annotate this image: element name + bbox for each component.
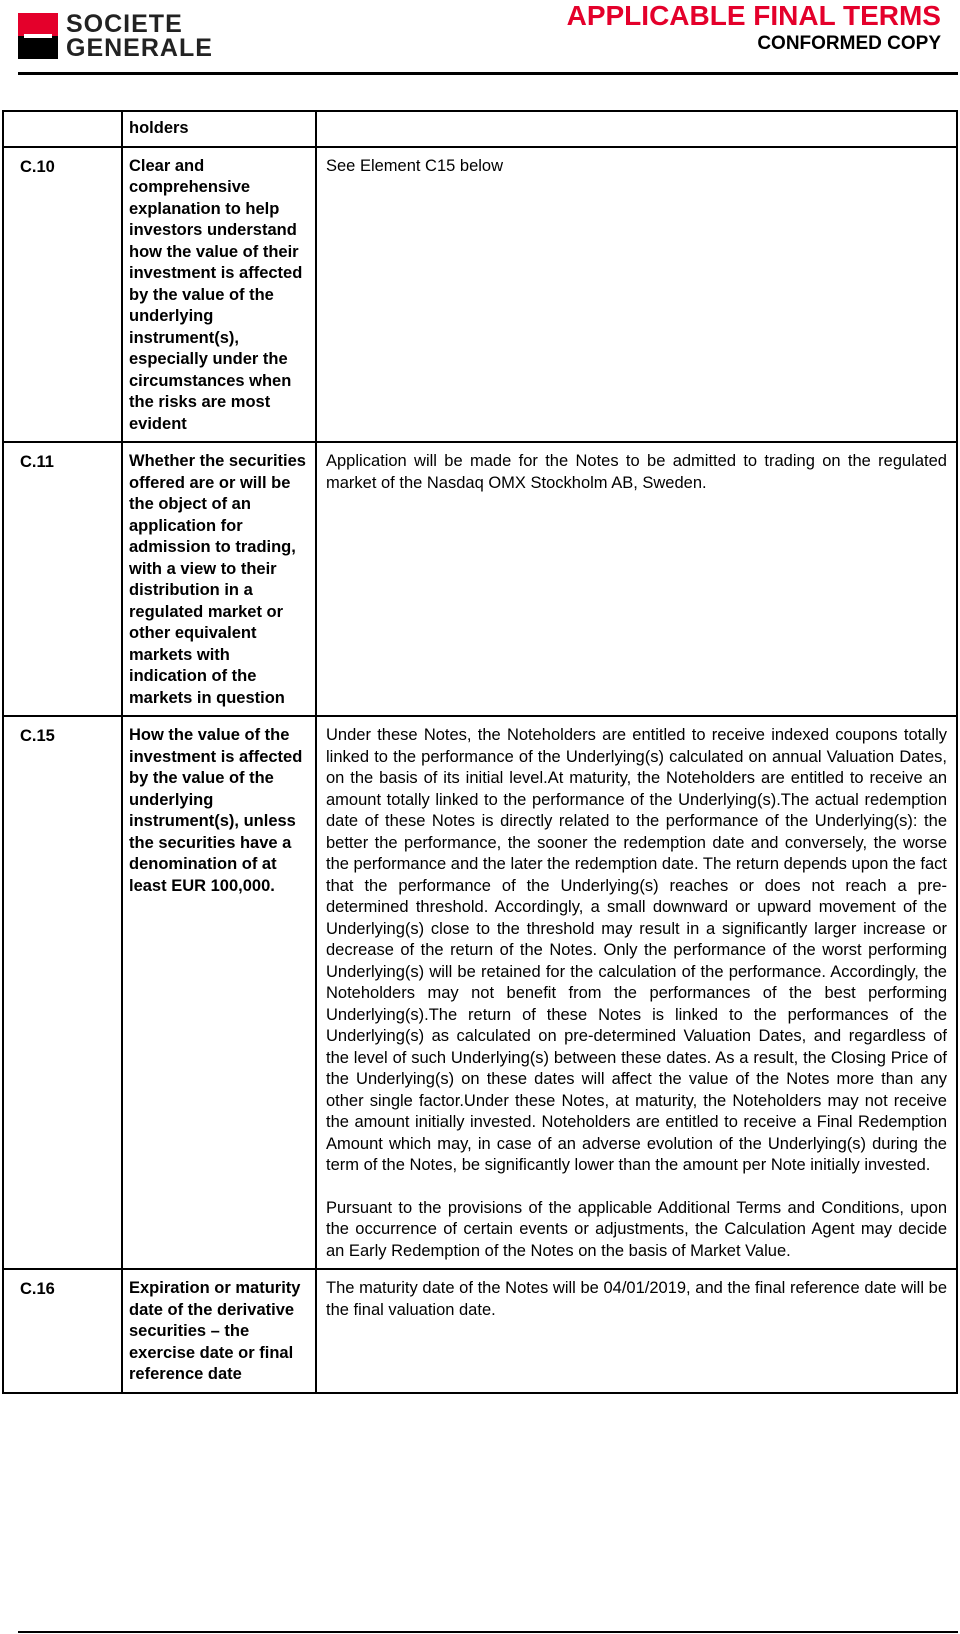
element-code <box>3 111 122 147</box>
document-header <box>567 0 941 55</box>
table-row <box>3 1269 957 1393</box>
table-row <box>3 716 957 1269</box>
table-row <box>3 147 957 443</box>
element-description <box>316 147 957 443</box>
document-title: APPLICABLE FINAL TERMS <box>566 0 941 31</box>
logo-line-2: GENERALE <box>66 34 213 62</box>
societe-generale-logo <box>18 10 248 62</box>
element-description <box>316 1269 957 1393</box>
element-code: C.11 <box>3 442 122 716</box>
table-row <box>3 111 957 147</box>
logo-white-bar <box>24 34 52 38</box>
element-title: Whether the securities offered are or will be the object of an application for admission to trading, with a view to their distribution in a regulated market or other equivalent markets with indication of the markets in question <box>122 442 316 716</box>
footer-divider <box>18 1631 958 1633</box>
logo-red-block <box>18 13 58 36</box>
logo-mark-icon <box>18 13 58 59</box>
description-paragraph: Pursuant to the provisions of the applicable Additional Terms and Conditions, upon the occurrence of certain events or adjustments, the Calculation Agent may decide an Early Redemption of the Notes on the basis of Market Value. <box>326 1198 947 1260</box>
element-code: C.16 <box>3 1269 122 1393</box>
logo-line-1: SOCIETE <box>66 10 183 38</box>
description-paragraph: See Element C15 below <box>326 156 504 175</box>
element-code: C.15 <box>3 716 122 1269</box>
element-title: How the value of the investment is affected by the value of the underlying instrument(s), unless the securities have a denomination of at least EUR 100,000. <box>122 716 316 1269</box>
element-description <box>316 716 957 1269</box>
document-subtitle: CONFORMED COPY <box>757 33 941 54</box>
element-title: Clear and comprehensive explanation to help investors understand how the value of their investment is affected by the value of the underlying instrument(s), especially under the circumstances when the risks are most evident <box>122 147 316 443</box>
summary-elements-table <box>2 110 958 1394</box>
logo-black-block <box>18 36 58 59</box>
element-code: C.10 <box>3 147 122 443</box>
logo-wordmark <box>66 12 213 60</box>
element-title: Expiration or maturity date of the derivative securities – the exercise date or final reference date <box>122 1269 316 1393</box>
description-paragraph: Under these Notes, the Noteholders are entitled to receive indexed coupons totally linked to the performance of the Underlying(s) calculated on annual Valuation Dates, on the basis of its initial level.At maturity, the Noteholders are entitled to receive an amount totally linked to the performance of the Underlying(s).The actual redemption date of these Notes is directly related to the performance of the Underlying(s): the better the performance, the sooner the redemption date and conversely, the worse the performance and the later the redemption date. The return depends upon the fact that the performance of the Underlying(s) reaches or does not reach a pre-determined threshold. Accordingly, a small downward or upward movement of the Underlying(s) close to the threshold may result in a significantly larger increase or decrease of the return of the Notes. Only the performance of the worst performing Underlying(s) will be retained for the calculation of the performance. Accordingly, the Noteholders may not benefit from the performances of the best performing Underlying(s).The return of these Notes is linked to the performances of the Underlying(s) as calculated on pre-determined Valuation Dates, and regardless of the level of such Underlying(s) between these dates. As a result, the Closing Price of the Underlying(s) on these dates will affect the value of the Notes more than any other single factor.Under these Notes, at maturity, the Noteholders may not receive the amount initially invested. Noteholders are entitled to receive a Final Redemption Amount which may, in case of an adverse evolution of the Underlying(s) during the term of the Notes, be significantly lower than the amount per Note initially invested. <box>326 726 947 1174</box>
element-description <box>316 442 957 716</box>
header-divider <box>18 72 958 75</box>
description-paragraph: The maturity date of the Notes will be 04/01/2019, and the final reference date will be the final valuation date. <box>326 1279 947 1319</box>
description-paragraph: Application will be made for the Notes to be admitted to trading on the regulated market of the Nasdaq OMX Stockholm AB, Sweden. <box>326 452 947 492</box>
table-row <box>3 442 957 716</box>
element-title: holders <box>122 111 316 147</box>
element-description <box>316 111 957 147</box>
